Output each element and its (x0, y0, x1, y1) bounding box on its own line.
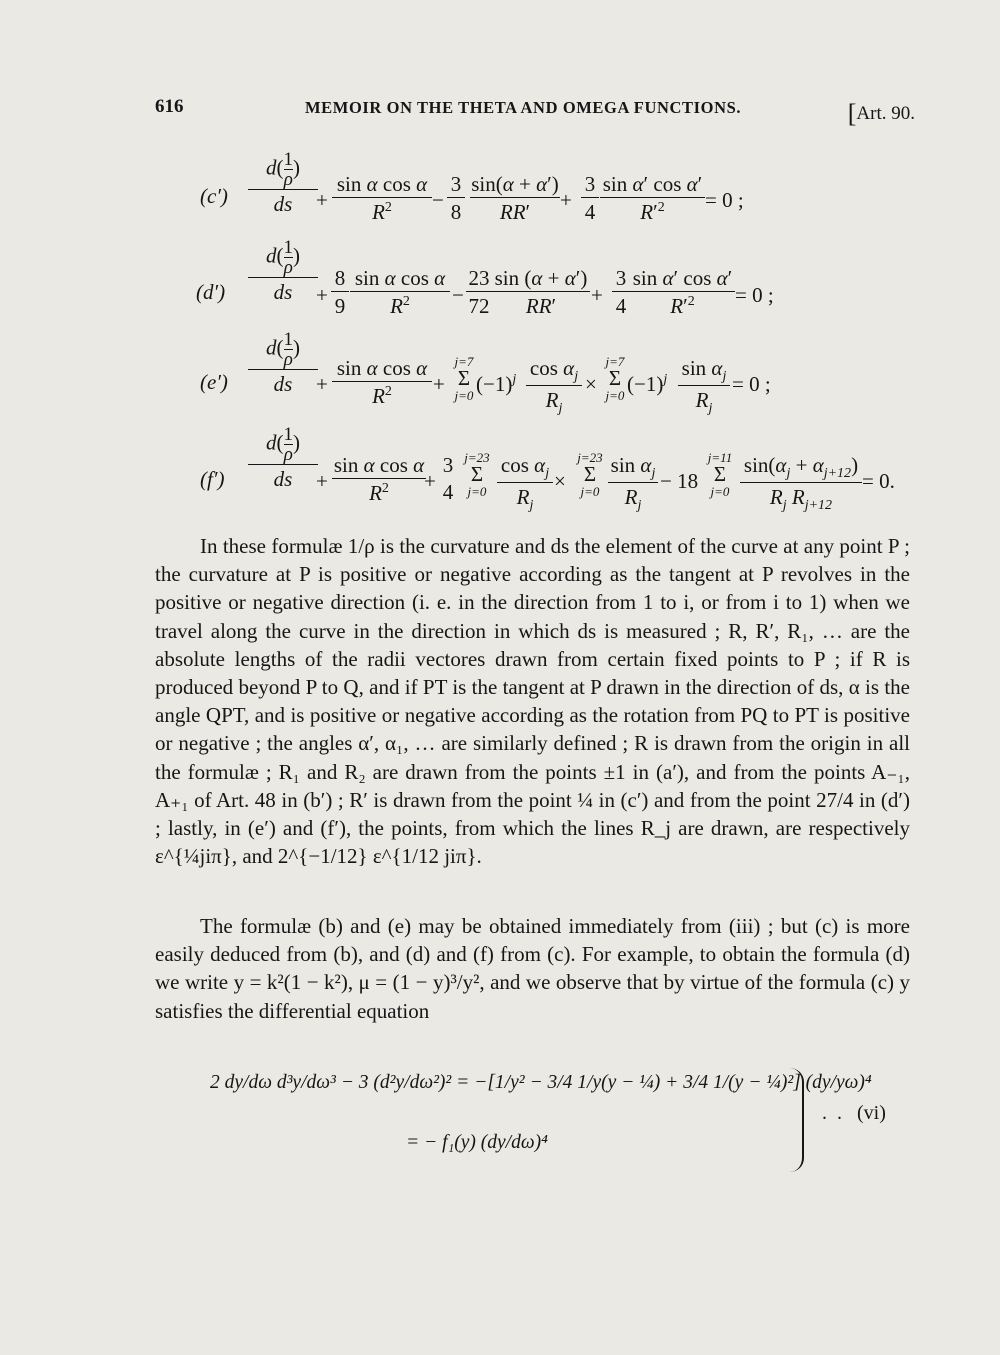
equation-label: (d′) (196, 280, 226, 304)
equation-d-prime: (d′) d( $\frac{1}{\rho}$ ) ds + $\frac{8}{9}$ $\frac{\text{sin α cos α}}{R^2}$ − $\frac{23}{72}$ $\frac{\sin (\alpha + \alpha')}{RR'}$ + $\frac{3}{4}$ $\frac{\text{sin α′ cos α′}}{R'^2}$ = 0 ; (196, 237, 774, 318)
equation-vi-line-1: 2 dy/dω d³y/dω³ − 3 (d²y/dω²)² = −[1/y² − 3/4 1/y(y − ¼) + 3/4 1/(y − ¼)²] (dy/yω)⁴ (210, 1072, 872, 1093)
fraction-sin-cos-R: $\frac{\text{sin α cos α}}{R^2}$ (332, 172, 432, 225)
fraction-sin-sum: $\frac{\sin (\alpha + \alpha')}{RR'}$ (492, 266, 590, 319)
summation-sign: j=7 Σ j=0 (454, 354, 474, 403)
summation-sign: j=11 Σ j=0 (707, 450, 733, 499)
equation-vi-label-text: (vi) (857, 1102, 886, 1124)
running-header (155, 92, 915, 128)
fraction-coefficient: $\frac{8}{9}$ (331, 266, 349, 319)
equation-vi (210, 1062, 910, 1182)
fraction-sin-alpha-j: $\frac{\sin \alpha_j}{R_j}$ (608, 453, 658, 514)
equation-label: (c′) (200, 184, 228, 208)
fraction-sin-cos-R: $\frac{\text{sin α cos α}}{R^2}$ (332, 356, 432, 409)
running-title: MEMOIR ON THE THETA AND OMEGA FUNCTIONS. (305, 98, 742, 117)
paragraph-curvature-definition (155, 532, 910, 912)
equation-c-prime: (c′) d( $\frac{1}{\rho}$ ) ds + $\frac{\text{sin α cos α}}{R^2}$ − $\frac{3}{8}$ $\frac{\sin(\alpha + \alpha')}{RR'}$ + $\frac{3}{4}$ $\frac{\text{sin α′ cos α′}}{R'^2}$ = 0 ; (200, 149, 744, 224)
paragraph-text: In these formulæ 1/ρ is the curvature and ds the element of the curve at any point P ; the curvature at P is positive or negative according as the tangent at P revolves in the positive or negative direction (i. e. in the direction from 1 to i, or from i to 1) when we travel along the curve in the direction in which ds is measured ; R, R′, R₁, … are the absolute lengths of the radii vectores drawn from certain fixed points to P ; if R is produced beyond P to Q, and if PT is the tangent at P drawn in the direction of ds, α is the angle QPT, and is positive or negative according as the rotation from PQ to PT is positive or negative ; the angles α′, α₁, … are similarly defined ; R is drawn from the origin in all the formulæ ; R₁ and R₂ are drawn from the points ±1 in (a′), and from the points A₋₁, A₊₁ of Art. 48 in (b′) ; R′ is drawn from the point ¼ in (c′) and from the point 27/4 in (d′) ; lastly, in (e′) and (f′), the points, from which the lines R_j are drawn, are respectively ε^{¼jiπ}, and 2^{−1/12} ε^{1/12 jiπ}. (155, 534, 910, 869)
equation-f-prime: (f′) d( $\frac{1}{\rho}$ ) ds + $\frac{\text{sin α cos α}}{R^2}$ + 3 4 j=23 Σ j=0 $\frac{\cos \alpha_j}{R_j}$ × j=23 Σ j=0 $\frac{\sin \alpha_j}{R_j}$ − 18 j=11 Σ j=0 $\frac{\sin(\alpha_j + \alpha_{j+12})}{R_j R_{j+12}}$ = 0. (200, 424, 895, 514)
equation-label: (e′) (200, 370, 228, 394)
equation-vi-label: . . (vi) (822, 1102, 886, 1124)
fraction-coefficient: $\frac{3}{4}$ (612, 266, 630, 319)
fraction-coefficient: $\frac{3}{8}$ (447, 172, 465, 225)
summation-sign: j=7 Σ j=0 (605, 354, 625, 403)
fraction-coefficient: 3 4 (442, 453, 454, 504)
paragraph-derivation (155, 912, 910, 1062)
fraction-sin-sum: $\frac{\sin(\alpha + \alpha')}{RR'}$ (471, 172, 559, 224)
brace (790, 1068, 804, 1172)
article-label: Art. 90. (856, 103, 915, 124)
fraction-d-curvature: d( $\frac{1}{\rho}$ ) ds (248, 238, 318, 305)
fraction-cos-alpha-j: $\frac{\cos \alpha_j}{R_j}$ (526, 356, 582, 417)
page-number: 616 (155, 96, 184, 117)
fraction-d-curvature: d( $\frac{1}{\rho}$ ) ds (248, 150, 318, 217)
fraction-d-curvature: d( $\frac{1}{\rho}$ ) ds (248, 330, 318, 397)
fraction-coefficient: $\frac{3}{4}$ (581, 172, 599, 225)
paragraph-text: The formulæ (b) and (e) may be obtained immediately from (iii) ; but (c) is more easily deduced from (b), and (d) and (f) from (c). For example, to obtain the formula (d) we write y = k²(1 − k²), μ = (1 − y)³/y², and we observe that by virtue of the formula (c) y satisfies the differential equation (155, 914, 910, 1023)
fraction-coefficient: $\frac{23}{72}$ (466, 266, 492, 319)
equation-label: (f′) (200, 467, 225, 491)
fraction-sin-cos-R-prime: $\frac{\text{sin α′ cos α′}}{R'^2}$ (600, 172, 705, 225)
equation-e-prime: (e′) d( $\frac{1}{\rho}$ ) ds + $\frac{\text{sin α cos α}}{R^2}$ + j=7 Σ j=0 $(-1)^j$ $\frac{\cos \alpha_j}{R_j}$ × j=7 Σ j=0 $(-1)^j$ $\frac{\sin \alpha_j}{R_j}$ = 0 ; (200, 329, 771, 417)
fraction-cos-alpha-j: $\frac{\cos \alpha_j}{R_j}$ (497, 453, 553, 514)
fraction-sin-cos-R-prime: $\frac{\text{sin α′ cos α′}}{R'^2}$ (630, 266, 735, 319)
equation-vi-line-2: = − f₁(y) (dy/dω)⁴ (406, 1132, 548, 1153)
article-reference: [Art. 90. (847, 99, 915, 128)
fraction-sin-alpha-sum: $\frac{\sin(\alpha_j + \alpha_{j+12})}{R_j R_{j+12}}$ (740, 453, 862, 514)
fraction-sin-alpha-j: $\frac{\sin \alpha_j}{R_j}$ (678, 356, 730, 417)
summation-sign: j=23 Σ j=0 (577, 450, 603, 499)
summation-sign: j=23 Σ j=0 (464, 450, 490, 499)
fraction-d-curvature: d( $\frac{1}{\rho}$ ) ds (248, 425, 318, 492)
fraction-sin-cos-R: $\frac{\text{sin α cos α}}{R^2}$ (333, 453, 425, 505)
fraction-sin-cos-R: $\frac{\text{sin α cos α}}{R^2}$ (350, 266, 450, 319)
